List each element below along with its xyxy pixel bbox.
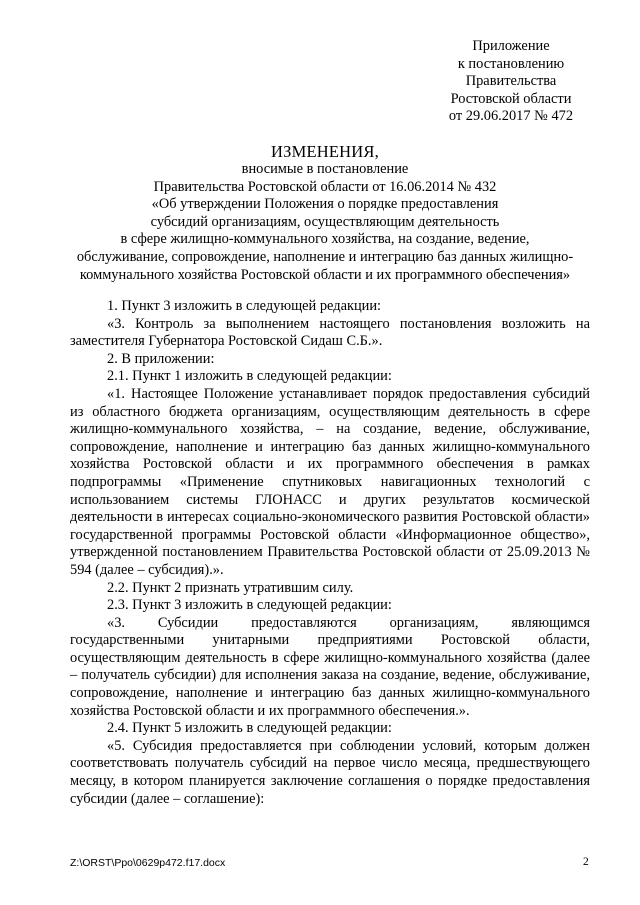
appendix-line: Ростовской области [450, 90, 572, 107]
appendix-line: к постановлению [457, 55, 565, 72]
body-paragraph: 2. В приложении: [107, 350, 215, 367]
document-body [70, 298, 590, 808]
body-paragraph: «3. Контроль за выполнением настоящего постановления возложить на заместителя Губернатора Ростовской Сидаш С.Б.». [70, 315, 590, 350]
heading-line: «Об утверждении Положения о порядке предоставления [151, 196, 499, 213]
heading-line: Правительства Ростовской области от 16.06.2014 № 432 [153, 178, 497, 195]
document-heading [60, 142, 590, 284]
heading-line: вносимые в постановление [241, 161, 409, 177]
heading-line: субсидий организациям, осуществляющим деятельность [150, 213, 500, 230]
body-paragraph: 1. Пункт 3 изложить в следующей редакции: [107, 298, 382, 314]
body-paragraph: 2.3. Пункт 3 изложить в следующей редакции: [107, 597, 392, 614]
footer-file-path: Z:\ORST\Ppo\0629p472.f17.docx [70, 857, 226, 869]
appendix-line: Правительства [465, 73, 557, 90]
heading-line: в сфере жилищно-коммунального хозяйства, на создание, ведение, [120, 231, 530, 248]
body-paragraph: «5. Субсидия предоставляется при соблюдении условий, которым должен соответствовать получатель субсидий на первое число месяца, предшествующего месяцу, в котором планируется заключение соглашения о порядке предоставления субсидии (далее – соглашение): [70, 737, 590, 807]
body-paragraph: 2.2. Пункт 2 признать утратившим силу. [107, 579, 354, 596]
body-paragraph: «1. Настоящее Положение устанавливает порядок предоставления субсидий из областного бюджета организациям, осуществляющим деятельность в сфере жилищно-коммунального хозяйства, – на создание, ведение, обслуживание, сопровождение, наполнение и интеграцию баз данных жилищно-коммунального хозяйства Ростовской области и их программного обеспечения в рамках подпрограммы «Применение спутниковых навигационных технологий с использованием системы ГЛОНАСС и других результатов космической деятельности в интересах социально-экономического развития Ростовской области» государственной программы Ростовской области «Информационное общество», утвержденной постановлением Правительства Ростовской области от 25.09.2013 № 594 (далее – субсидия).». [70, 385, 590, 578]
heading-title: ИЗМЕНЕНИЯ, [271, 142, 379, 161]
appendix-line: от 29.06.2017 № 472 [448, 108, 574, 125]
body-paragraph: 2.4. Пункт 5 изложить в следующей редакции: [107, 720, 392, 737]
appendix-block [420, 38, 602, 126]
footer-page-number: 2 [583, 856, 589, 868]
body-paragraph: 2.1. Пункт 1 изложить в следующей редакции: [107, 368, 392, 385]
heading-line: обслуживание, сопровождение, наполнение и интеграцию баз данных жилищно- [76, 248, 574, 265]
appendix-line: Приложение [472, 38, 550, 54]
body-paragraph: «3. Субсидии предоставляются организациям, являющимся государственными унитарными предприятиями Ростовской области, осуществляющим деятельность в сфере жилищно-коммунального хозяйства (далее – получатель субсидии) для исполнения заказа на создание, ведение, обслуживание, сопровождение, наполнение и интеграцию баз данных жилищно-коммунального хозяйства Ростовской области и их программного обеспечения.». [70, 614, 590, 719]
heading-line: коммунального хозяйства Ростовской области и их программного обеспечения» [79, 266, 571, 283]
